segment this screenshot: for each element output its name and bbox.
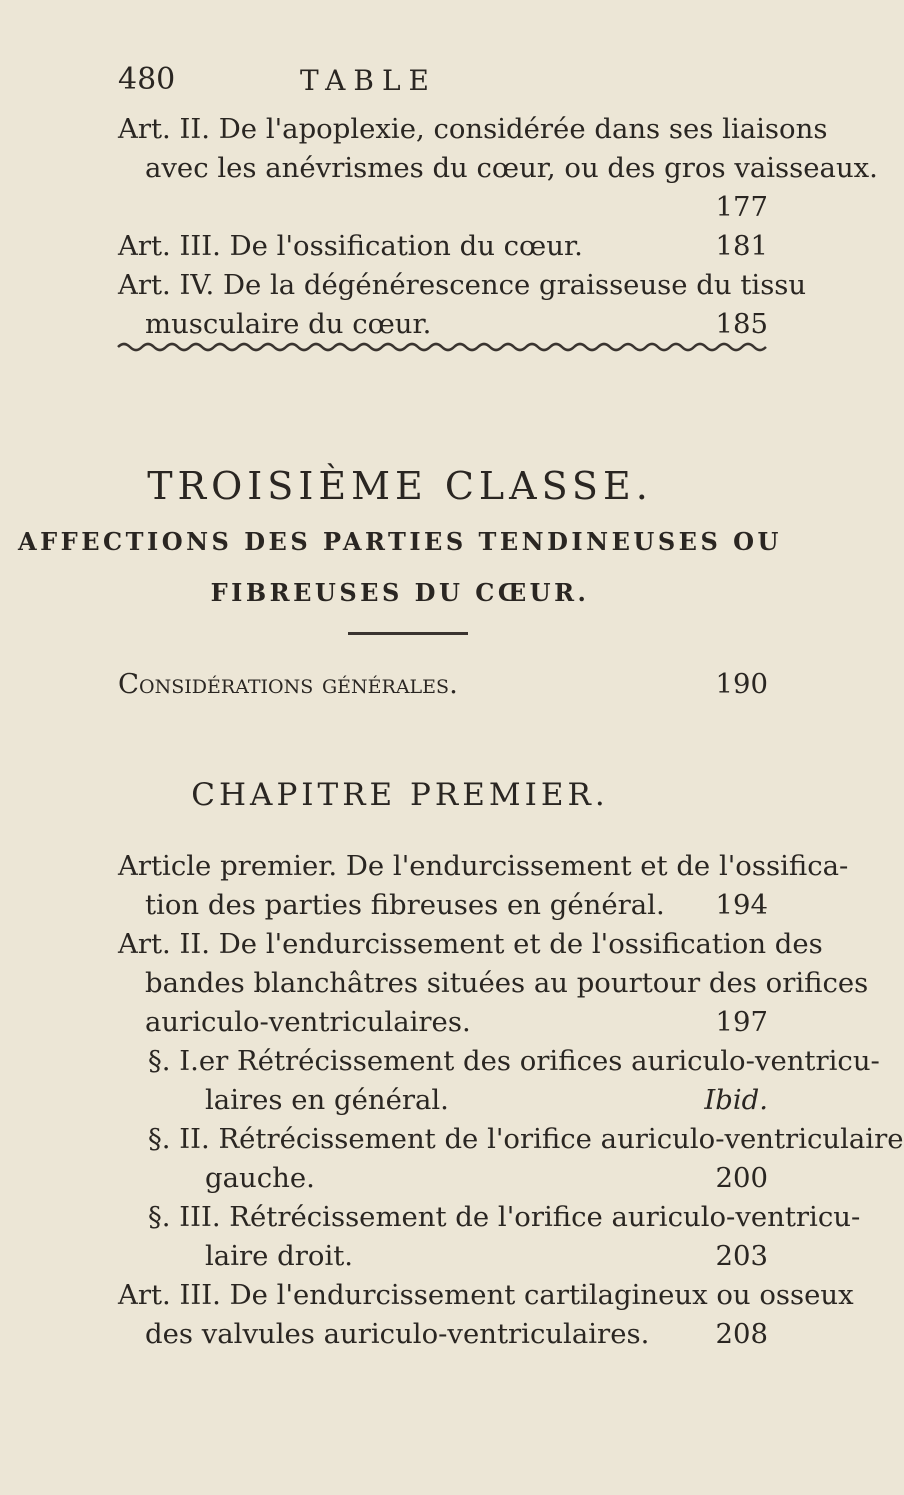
entry-line: gauche.: [205, 1162, 315, 1194]
ornamental-rule: [118, 340, 768, 354]
toc-entry: [118, 925, 869, 1042]
entry-line: Art. IV. De la dégénérescence graisseuse du tissu: [118, 269, 807, 301]
entry-line: auriculo-ventriculaires.: [145, 1006, 471, 1038]
page-number: 480: [118, 62, 176, 97]
entry-line: §. I.er Rétrécissement des orifices auriculo-ventricu-: [148, 1045, 880, 1077]
toc-entry: [118, 1042, 880, 1120]
toc-entry: [118, 847, 849, 925]
entry-line: Article premier. De l'endurcissement et de l'ossifica-: [118, 850, 849, 882]
page-ref: 181: [715, 230, 768, 262]
page-ref: 208: [715, 1318, 768, 1350]
toc-entry: [118, 1120, 904, 1198]
entry-line: bandes blanchâtres situées au pourtour des orifices: [145, 967, 869, 999]
toc-entry: [118, 1276, 854, 1354]
page-ref: 200: [715, 1162, 768, 1194]
entry-line: laire droit.: [205, 1240, 354, 1272]
entry-line: avec les anévrismes du cœur, ou des gros vaisseaux.: [145, 152, 878, 184]
page-header: [0, 62, 800, 102]
page-ref: 185: [715, 308, 768, 340]
entry-line: §. III. Rétrécissement de l'orifice auriculo-ventricu-: [148, 1201, 861, 1233]
toc-entry: [118, 665, 768, 704]
entry-line: Art. II. De l'apoplexie, considérée dans ses liaisons: [118, 113, 828, 145]
class-subtitle: AFFECTIONS DES PARTIES TENDINEUSES OU: [18, 527, 782, 556]
toc-entry: [118, 227, 768, 266]
class-subtitle: FIBREUSES DU CŒUR.: [210, 578, 590, 607]
page-ref: Ibid.: [704, 1084, 768, 1116]
entry-line: §. II. Rétrécissement de l'orifice auriculo-ventriculaire: [148, 1123, 904, 1155]
short-rule: [348, 632, 468, 635]
entry-line: Art. II. De l'endurcissement et de l'ossification des: [118, 928, 823, 960]
toc-entry: [118, 1198, 861, 1276]
class-title: TROISIÈME CLASSE.: [147, 464, 653, 508]
running-title: TABLE: [300, 64, 437, 97]
entry-line: musculaire du cœur.: [145, 308, 432, 340]
chapter-title: CHAPITRE PREMIER.: [191, 777, 609, 813]
toc-entry: [118, 110, 878, 227]
entry-line: tion des parties fibreuses en général.: [145, 889, 665, 921]
page-ref: 177: [715, 191, 768, 223]
page-ref: 203: [715, 1240, 768, 1272]
page-ref: 194: [715, 889, 768, 921]
entry-line: des valvules auriculo-ventriculaires.: [145, 1318, 650, 1350]
entry-line: laires en général.: [205, 1084, 449, 1116]
page-ref: 197: [715, 1006, 768, 1038]
page-ref: 190: [715, 668, 768, 700]
entry-line: Considérations générales.: [118, 668, 458, 700]
entry-line: Art. III. De l'endurcissement cartilagineux ou osseux: [118, 1279, 854, 1311]
toc-entry: [118, 266, 807, 344]
entry-line: Art. III. De l'ossification du cœur.: [118, 230, 583, 262]
